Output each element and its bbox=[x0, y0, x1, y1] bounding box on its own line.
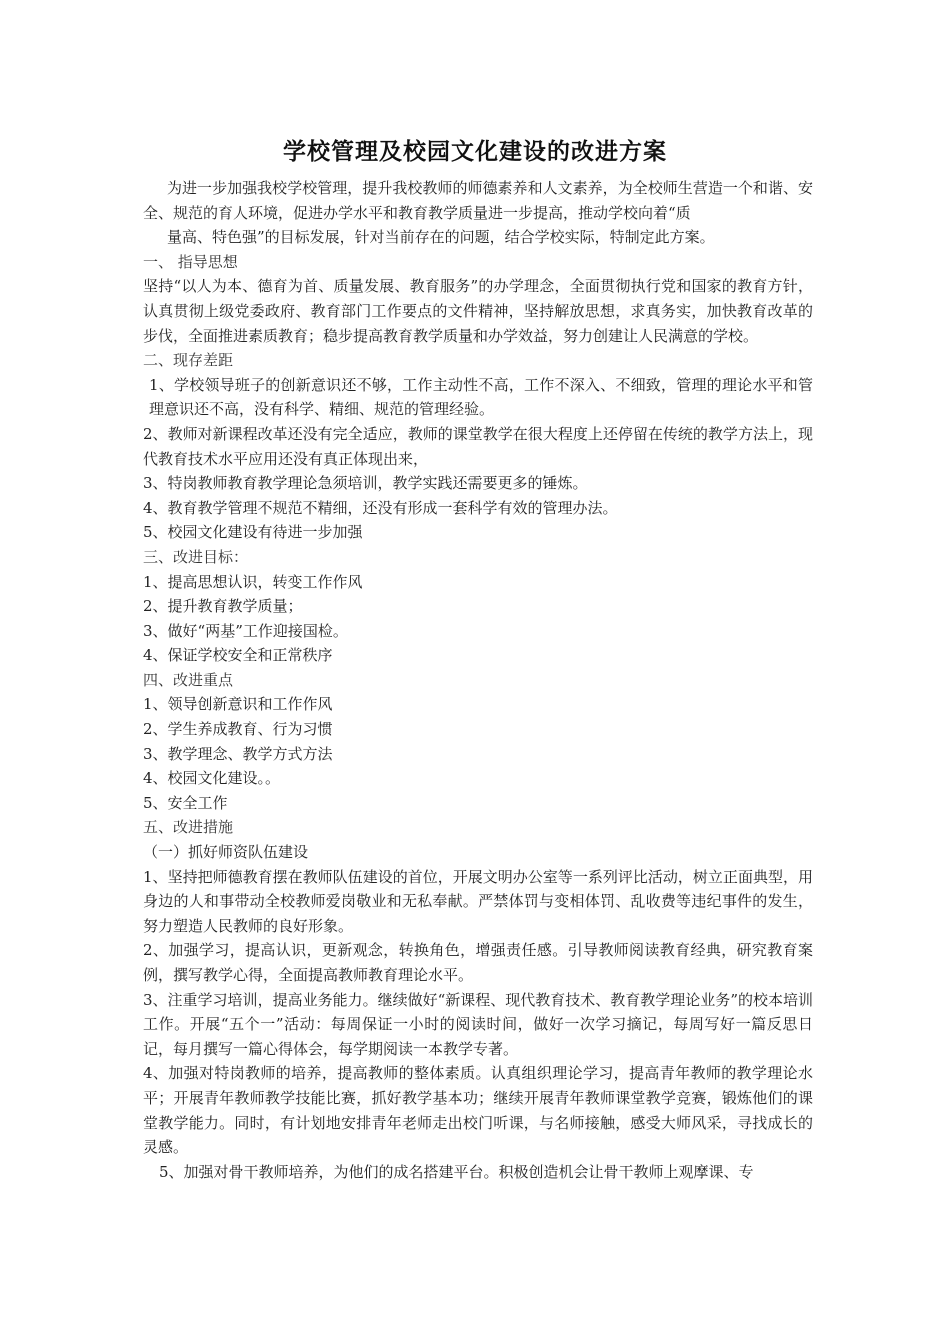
gap-item: 2、教师对新课程改革还没有完全适应，教师的课堂教学在很大程度上还停留在传统的教学方法上，现代教育技术水平应用还没有真正体现出来， bbox=[143, 424, 813, 468]
measure-item: 4、加强对特岗教师的培养，提高教师的整体素质。认真组织理论学习，提高青年教师的教学理论水平；开展青年教师教学技能比赛，抓好教学基本功；继续开展青年教师课堂教学竞赛，锻炼他们的课堂教学能力。同时，有计划地安排青年老师走出校门听课，与名师接触，感受大师风采，寻找成长的灵感。 bbox=[143, 1064, 813, 1157]
focus-item: 2、学生养成教育、行为习惯 bbox=[143, 720, 333, 739]
intro-paragraph: 为进一步加强我校学校管理，提升我校教师的师德素养和人文素养，为全校师生营造一个和谐、安全、规范的育人环境，促进办学水平和教育教学质量进一步提高，推动学校向着“质 bbox=[143, 179, 813, 222]
subsection-heading-teachers: （一）抓好师资队伍建设 bbox=[143, 843, 309, 862]
gap-item: 4、教育教学管理不规范不精细，还没有形成一套科学有效的管理办法。 bbox=[143, 498, 618, 517]
goal-item: 1、提高思想认识，转变工作作风 bbox=[143, 572, 363, 591]
focus-item: 5、安全工作 bbox=[143, 793, 228, 812]
section-heading-guiding-thought: 一、 指导思想 bbox=[143, 252, 238, 271]
measure-item: 2、加强学习，提高认识，更新观念，转换角色，增强责任感。引导教师阅读教育经典，研究教育案例，撰写教学心得，全面提高教师教育理论水平。 bbox=[143, 941, 813, 984]
measure-item: 1、坚持把师德教育摆在教师队伍建设的首位，开展文明办公室等一系列评比活动，树立正面典型，用身边的人和事带动全校教师爱岗敬业和无私奉献。严禁体罚与变相体罚、乱收费等违纪事件的发生，努力塑造人民教师的良好形象。 bbox=[143, 867, 813, 935]
section-heading-gaps: 二、现存差距 bbox=[143, 351, 234, 370]
goal-item: 2、提升教育教学质量； bbox=[143, 597, 303, 616]
section-heading-measures: 五、改进措施 bbox=[143, 818, 234, 837]
gap-item: 5、校园文化建设有待进一步加强 bbox=[143, 523, 363, 542]
goal-item: 3、做好“两基”工作迎接国检。 bbox=[143, 621, 348, 640]
goal-item: 4、保证学校安全和正常秩序 bbox=[143, 646, 333, 665]
focus-item: 1、领导创新意识和工作作风 bbox=[143, 695, 333, 714]
section-heading-focus: 四、改进重点 bbox=[143, 670, 234, 689]
intro-paragraph-end: 量高、特色强”的目标发展，针对当前存在的问题，结合学校实际，特制定此方案。 bbox=[167, 228, 715, 247]
gap-item: 3、特岗教师教育教学理论急须培训，教学实践还需要更多的锤炼。 bbox=[143, 474, 588, 493]
focus-item: 3、教学理念、教学方式方法 bbox=[143, 744, 333, 763]
section-heading-goals: 三、改进目标： bbox=[143, 547, 249, 566]
gap-item: 1、学校领导班子的创新意识还不够，工作主动性不高，工作不深入、不细致，管理的理论水平和管理意识还不高，没有科学、精细、规范的管理经验。 bbox=[149, 375, 813, 419]
document-body bbox=[143, 176, 813, 1184]
measure-item: 5、加强对骨干教师培养，为他们的成名搭建平台。积极创造机会让骨干教师上观摩课、专 bbox=[159, 1162, 754, 1181]
measure-item: 3、注重学习培训，提高业务能力。继续做好“新课程、现代教育技术、教育教学理论业务”的校本培训工作。开展“五个一”活动：每周保证一小时的阅读时间，做好一次学习摘记，每周写好一篇反思日记，每月撰写一篇心得体会，每学期阅读一本教学专著。 bbox=[143, 990, 813, 1058]
focus-item: 4、校园文化建设。。 bbox=[143, 769, 281, 788]
guiding-thought-paragraph: 坚持“以人为本、德育为首、质量发展、教育服务”的办学理念，全面贯彻执行党和国家的教育方针，认真贯彻上级党委政府、教育部门工作要点的文件精神，坚持解放思想，求真务实，加快教育改革的步伐，全面推进素质教育；稳步提高教育教学质量和办学效益，努力创建让人民满意的学校。 bbox=[143, 277, 813, 345]
document-title: 学校管理及校园文化建设的改进方案 bbox=[283, 138, 667, 165]
